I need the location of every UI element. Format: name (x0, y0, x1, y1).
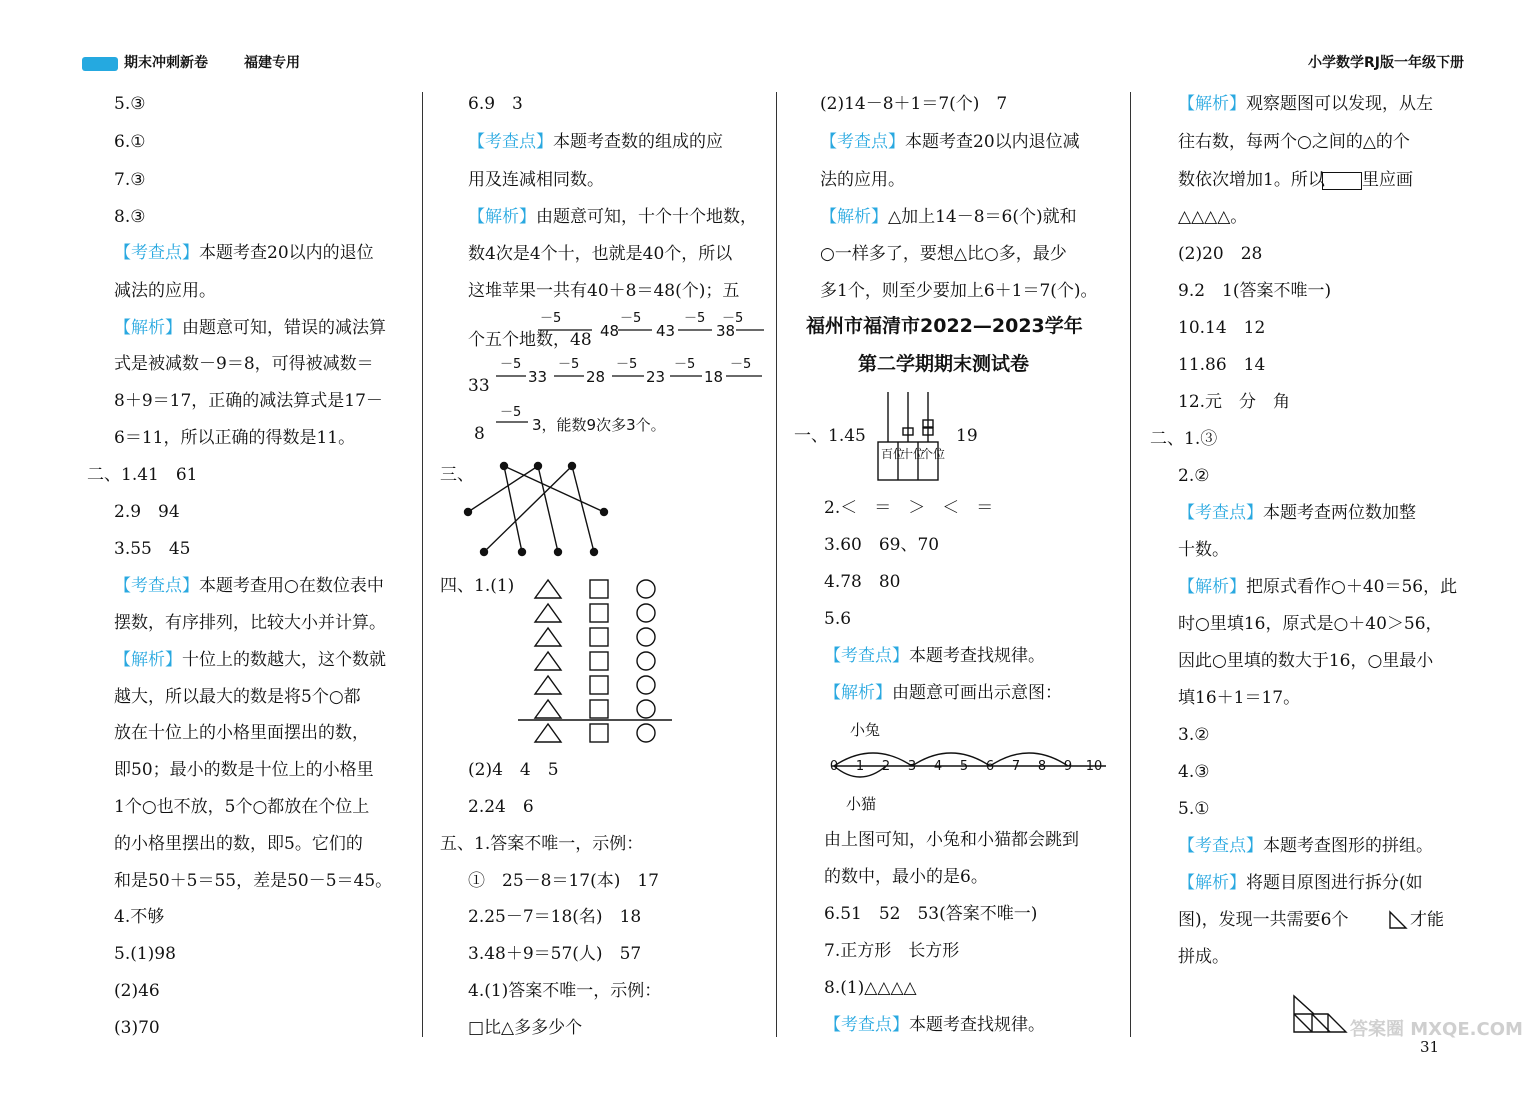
page-header (0, 52, 1536, 82)
answer-line: 【考查点】本题考查两位数加整 (1178, 503, 1416, 523)
chain-number: 33 (528, 368, 548, 386)
column-divider (1130, 92, 1131, 1037)
section-tag: 【解析】 (1178, 873, 1246, 893)
triangle-icon (535, 580, 561, 598)
answer-line: 【解析】把原式看作○＋40＝56，此 (1178, 577, 1458, 597)
section-tag: 【解析】 (468, 207, 536, 227)
subject-label: 小学数学RJ版一年级下册 (1308, 55, 1464, 71)
edition-label: 福建专用 (244, 55, 300, 71)
answer-blank-box (1322, 172, 1362, 190)
tick-label: 3 (907, 759, 917, 774)
answer-line: 6＝11，所以正确的得数是11。 (114, 428, 356, 448)
abacus-figure (874, 390, 950, 482)
answer-line: 9.2 1(答案不唯一) (1178, 281, 1332, 301)
answer-line: 6.9 3 (468, 94, 523, 114)
section-tag: 【考查点】 (114, 243, 199, 263)
answer-line: 4.不够 (114, 907, 165, 927)
answer-line: (2)20 28 (1178, 244, 1263, 264)
tick-label: 6 (985, 759, 995, 774)
section-tag: 【解析】 (1178, 94, 1246, 114)
tick-label: 9 (1063, 759, 1073, 774)
answer-line: 2.9 94 (114, 502, 180, 522)
answer-line: 放在十位上的小格里面摆出的数， (114, 723, 369, 743)
section-tag: 【考查点】 (114, 576, 199, 596)
answer-line: 二、1.41 61 (87, 465, 198, 485)
answer-line: 式是被减数－9＝8，可得被减数＝ (114, 354, 374, 374)
right-triangle-icon (1388, 910, 1408, 930)
section-tag: 【解析】 (1178, 577, 1246, 597)
answer-line: 【考查点】本题考查用○在数位表中 (114, 576, 384, 596)
answer-line: 的数中，最小的是6。 (824, 867, 988, 887)
tick-label: 2 (881, 759, 891, 774)
circle-icon (637, 628, 655, 646)
tick-label: 0 (829, 759, 839, 774)
tick-label: 1 (855, 759, 865, 774)
number-line-figure (826, 736, 1116, 794)
chain-number: 23 (646, 368, 666, 386)
answer-line: 8.③ (114, 207, 146, 227)
tick-label: 8 (1037, 759, 1047, 774)
abacus-label: 十位 (901, 447, 926, 461)
watermark: 答案圈 MXQE.COM (1350, 1019, 1523, 1040)
answer-line: (2)14－8＋1＝7(个) 7 (820, 94, 1008, 114)
answer-line: 往右数，每两个○之间的△的个 (1178, 132, 1410, 152)
answer-line: ① 25－8＝17(本) 17 (468, 871, 659, 891)
triangle-icon (535, 652, 561, 670)
answer-line: 【解析】△加上14－8＝6(个)就和 (820, 207, 1077, 227)
answer-line: 5.③ (114, 94, 146, 114)
chain-step: －5 (540, 311, 562, 326)
answer-line: 5.6 (824, 609, 852, 629)
answer-line: 19 (956, 426, 978, 446)
circle-icon (637, 724, 655, 742)
match-line (484, 466, 572, 552)
answer-line: □比△多多少个 (468, 1018, 583, 1038)
answer-line: ○一样多了，要想△比○多，最少 (820, 244, 1067, 264)
answer-line: 4.③ (1178, 762, 1210, 782)
square-icon (590, 580, 608, 598)
triangle-icon (535, 604, 561, 622)
answer-line: 和是50＋5＝55，差是50－5＝45。 (114, 871, 393, 891)
circle-icon (637, 604, 655, 622)
answer-line: 法的应用。 (820, 170, 905, 190)
answer-line: 即50；最小的数是十位上的小格里 (114, 760, 374, 780)
answer-line: 的小格里摆出的数，即5。它们的 (114, 834, 363, 854)
answer-line: 拼成。 (1178, 947, 1229, 967)
answer-line: 1个○也不放，5个○都放在个位上 (114, 797, 370, 817)
exam-title: 福州市福清市2022—2023学年 (806, 315, 1083, 337)
answer-line: 10.14 12 (1178, 318, 1266, 338)
section-tag: 【考查点】 (820, 132, 905, 152)
tangram-cut (1294, 1014, 1312, 1032)
chain-number: 43 (656, 322, 676, 340)
brand-logo-bar (82, 57, 118, 71)
answer-line: 时○里填16，原式是○＋40＞56， (1178, 614, 1443, 634)
shape-place-value-figure (510, 574, 680, 744)
square-icon (590, 628, 608, 646)
answer-line: 【解析】由题意可画出示意图： (824, 683, 1062, 703)
answer-line: 【考查点】本题考查找规律。 (824, 1015, 1045, 1035)
section-tag: 【考查点】 (824, 1015, 909, 1035)
rabbit-jump-arc (834, 753, 912, 766)
rabbit-label: 小兔 (850, 721, 881, 739)
tangram-figure (1292, 994, 1352, 1034)
answer-line: 12.元 分 角 (1178, 392, 1291, 412)
section-tag: 【考查点】 (1178, 836, 1263, 856)
answer-line: 【解析】将题目原图进行拆分(如 (1178, 873, 1423, 893)
abacus-label: 个位 (921, 447, 946, 461)
answer-line: 这堆苹果一共有40＋8＝48(个)；五 (468, 281, 740, 301)
section-tag: 【解析】 (114, 318, 182, 338)
answer-line: 越大，所以最大的数是将5个○都 (114, 687, 361, 707)
matching-diagram (460, 458, 610, 558)
column-divider (776, 92, 777, 1037)
answer-line: 3.48＋9＝57(人) 57 (468, 944, 642, 964)
chain-number: 38 (716, 322, 736, 340)
chain-step: －5 (500, 357, 522, 372)
square-icon (590, 604, 608, 622)
abacus-label: 百位 (881, 447, 906, 461)
answer-line: 【考查点】本题考查找规律。 (824, 646, 1045, 666)
cat-label: 小猫 (846, 795, 877, 813)
exam-subtitle: 第二学期期末测试卷 (858, 353, 1030, 375)
match-line (538, 466, 558, 552)
answer-line: 【解析】由题意可知，十个十个地数， (468, 207, 757, 227)
answer-line: 【解析】十位上的数越大，这个数就 (114, 650, 386, 670)
answer-line: 由上图可知，小兔和小猫都会跳到 (824, 830, 1079, 850)
match-line (468, 466, 538, 512)
section-tag: 【解析】 (114, 650, 182, 670)
chain-step: －5 (620, 311, 642, 326)
answer-line: 8 (474, 424, 485, 444)
answer-line: 二、1.③ (1150, 429, 1218, 449)
answer-line: 2.24 6 (468, 797, 534, 817)
chain-step: －5 (674, 357, 696, 372)
triangle-icon (535, 700, 561, 718)
match-line (504, 466, 604, 512)
answer-line: 3.55 45 (114, 539, 191, 559)
tick-label: 7 (1011, 759, 1021, 774)
answer-line: (3)70 (114, 1018, 160, 1038)
triangle-icon (535, 676, 561, 694)
answer-line: 用及连减相同数。 (468, 170, 604, 190)
chain-step: －5 (616, 357, 638, 372)
answer-line: 6.51 52 53(答案不唯一) (824, 904, 1038, 924)
answer-line: 数依次增加1。所以 (1178, 170, 1325, 190)
answer-line: 减法的应用。 (114, 281, 216, 301)
column-divider (422, 92, 423, 1037)
answer-line: 3.② (1178, 725, 1210, 745)
answer-line: 4.78 80 (824, 572, 901, 592)
answer-line: 里应画 (1362, 170, 1413, 190)
answer-line: 多1个，则至少要加上6＋1＝7(个)。 (820, 281, 1098, 301)
answer-line: 5.(1)98 (114, 944, 176, 964)
circle-icon (637, 700, 655, 718)
section-tag: 【考查点】 (1178, 503, 1263, 523)
page-number: 31 (1420, 1038, 1440, 1056)
square-icon (590, 724, 608, 742)
answer-line: 6.① (114, 132, 146, 152)
chain-step: －5 (500, 405, 522, 420)
answer-line: 2.25－7＝18(名) 18 (468, 907, 642, 927)
answer-line: 7.③ (114, 170, 146, 190)
answer-line: 图)，发现一共需要6个 (1178, 910, 1349, 930)
section-tag: 【考查点】 (468, 132, 553, 152)
rabbit-jump-arc (990, 753, 1068, 766)
answer-line: 十数。 (1178, 540, 1229, 560)
chain-step: －5 (684, 311, 706, 326)
square-icon (590, 652, 608, 670)
answer-line: 7.正方形 长方形 (824, 941, 960, 961)
chain-step: －5 (722, 311, 744, 326)
answer-line: 3.60 69、70 (824, 535, 940, 555)
match-line (572, 466, 594, 552)
answer-line: 8.(1)△△△△ (824, 978, 917, 998)
answer-line: 8＋9＝17，正确的减法算式是17－ (114, 391, 383, 411)
answer-line: 数4次是4个十，也就是40个，所以 (468, 244, 733, 264)
section-tag: 【解析】 (824, 683, 892, 703)
book-title: 期末冲刺新卷 (124, 55, 208, 71)
chain-number: 18 (704, 368, 724, 386)
answer-line: 2.＜ ＝ ＞ ＜ ＝ (824, 498, 994, 518)
answer-line: 个五个地数，48 (468, 330, 592, 350)
circle-icon (637, 580, 655, 598)
subtraction-chain (440, 311, 770, 448)
section-tag: 【解析】 (820, 207, 888, 227)
answer-line: 一、1.45 (794, 426, 866, 446)
answer-line: 【考查点】本题考查20以内退位减 (820, 132, 1080, 152)
answer-line: △△△△。 (1178, 207, 1248, 227)
chain-number: 28 (586, 368, 606, 386)
triangle-icon (535, 724, 561, 742)
chain-number: 48 (600, 322, 620, 340)
answer-line: 5.① (1178, 799, 1210, 819)
answer-line: 摆数，有序排列，比较大小并计算。 (114, 613, 386, 633)
answer-line: 4.(1)答案不唯一，示例： (468, 981, 662, 1001)
tick-label: 4 (933, 759, 943, 774)
tick-label: 5 (959, 759, 969, 774)
triangle-icon (535, 628, 561, 646)
chain-tail: 3，能数9次多3个。 (532, 416, 666, 434)
answer-line: (2)4 4 5 (468, 760, 559, 780)
answer-line: 五、1.答案不唯一，示例： (440, 834, 644, 854)
answer-line: 33 (468, 376, 490, 396)
circle-icon (637, 652, 655, 670)
answer-line: 因此○里填的数大于16，○里最小 (1178, 651, 1434, 671)
circle-icon (637, 676, 655, 694)
chain-step: －5 (730, 357, 752, 372)
chain-step: －5 (558, 357, 580, 372)
answer-line: 11.86 14 (1178, 355, 1266, 375)
square-icon (590, 700, 608, 718)
section-tag: 【考查点】 (824, 646, 909, 666)
answer-line: 【考查点】本题考查20以内的退位 (114, 243, 374, 263)
answer-line: 四、1.(1) (440, 576, 515, 596)
answer-line: 填16＋1＝17。 (1178, 688, 1301, 708)
answer-line: 【解析】观察题图可以发现，从左 (1178, 94, 1433, 114)
answer-line: 【考查点】本题考查图形的拼组。 (1178, 836, 1433, 856)
answer-line: 才能 (1410, 910, 1444, 930)
tick-label: 10 (1085, 759, 1103, 774)
square-icon (590, 676, 608, 694)
answer-line: 【考查点】本题考查数的组成的应 (468, 132, 723, 152)
rabbit-jump-arc (912, 753, 990, 766)
answer-line: (2)46 (114, 981, 160, 1001)
answer-line: 2.② (1178, 466, 1210, 486)
section-label: 三、 (440, 465, 474, 485)
answer-line: 【解析】由题意可知，错误的减法算 (114, 318, 386, 338)
